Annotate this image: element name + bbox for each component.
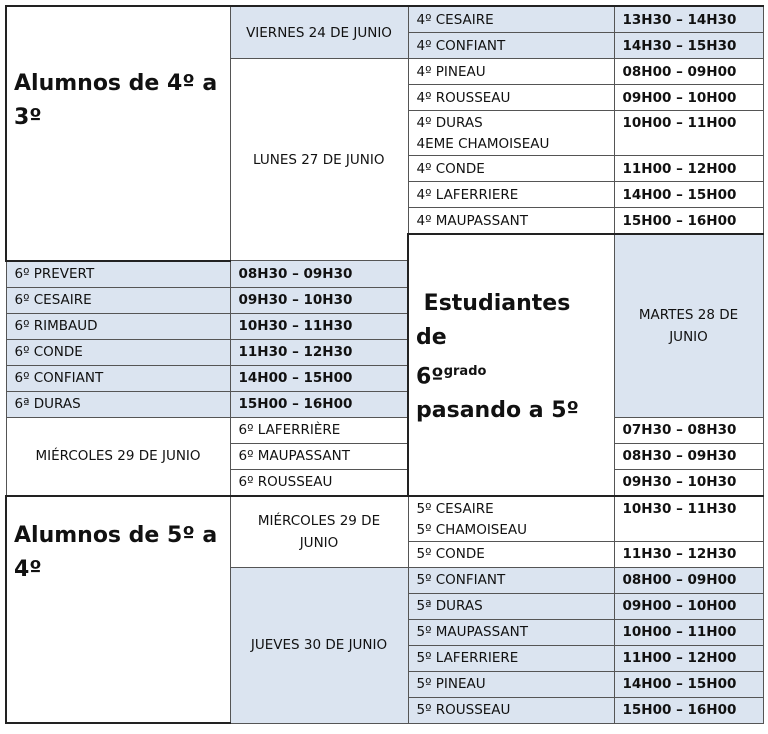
class-line: 5º CESAIRE — [416, 500, 494, 517]
group-label-4-to-3 — [6, 6, 230, 261]
time-cell: 10H30 – 11H30 — [230, 313, 408, 339]
class-cell: 6º CONFIANT — [6, 365, 230, 391]
group-label-line: Estudiantes de — [416, 291, 571, 350]
class-line: 4º DURAS — [416, 115, 483, 131]
time-cell: 10H30 – 11H30 — [614, 496, 763, 542]
date-cell: MIÉRCOLES 29 DE JUNIO — [6, 417, 230, 496]
date-cell: JUEVES 30 DE JUNIO — [230, 567, 408, 723]
date-cell: MIÉRCOLES 29 DE JUNIO — [230, 496, 408, 568]
class-line: 4EME CHAMOISEAU — [416, 136, 550, 152]
group-label-line: 6º — [416, 364, 444, 390]
time-cell: 09H30 – 10H30 — [230, 287, 408, 313]
time-cell: 08H30 – 09H30 — [614, 443, 763, 469]
time-cell: 08H00 – 09H00 — [614, 59, 763, 85]
time-cell: 09H30 – 10H30 — [614, 469, 763, 496]
group-label-line: 3º — [14, 105, 42, 130]
table-row — [6, 496, 763, 542]
class-cell — [408, 496, 614, 542]
time-cell: 14H00 – 15H00 — [614, 182, 763, 208]
class-cell: 4º ROUSSEAU — [408, 85, 614, 111]
class-cell: 4º PINEAU — [408, 59, 614, 85]
date-cell: MARTES 28 DE JUNIO — [614, 234, 763, 417]
group-label-line: Alumnos de 5º a — [14, 522, 218, 548]
table-row — [6, 417, 763, 443]
group-label-line: Alumnos de 4º a — [14, 71, 218, 96]
class-line: 5º CHAMOISEAU — [416, 521, 528, 538]
class-cell: 5º ROUSSEAU — [408, 697, 614, 723]
time-cell: 11H30 – 12H30 — [230, 339, 408, 365]
time-cell: 09H00 – 10H00 — [614, 85, 763, 111]
time-cell: 10H00 – 11H00 — [614, 111, 763, 156]
time-cell: 10H00 – 11H00 — [614, 619, 763, 645]
time-cell: 15H00 – 16H00 — [230, 391, 408, 417]
group-label-line: 4º — [14, 556, 42, 582]
class-cell: 5º PINEAU — [408, 671, 614, 697]
class-cell: 4º CONFIANT — [408, 33, 614, 59]
group-label-superscript: grado — [443, 364, 487, 379]
time-cell: 11H00 – 12H00 — [614, 645, 763, 671]
date-cell: LUNES 27 DE JUNIO — [230, 59, 408, 261]
time-cell: 08H00 – 09H00 — [614, 567, 763, 593]
time-cell: 11H30 – 12H30 — [614, 541, 763, 567]
class-cell: 6º LAFERRIÈRE — [230, 417, 408, 443]
time-cell: 11H00 – 12H00 — [614, 156, 763, 182]
class-cell: 6º PREVERT — [6, 261, 230, 288]
time-cell: 15H00 – 16H00 — [614, 208, 763, 235]
group-label-line: pasando a 5º — [416, 398, 579, 424]
class-cell: 4º CONDE — [408, 156, 614, 182]
class-cell: 4º MAUPASSANT — [408, 208, 614, 235]
class-cell: 6º CONDE — [6, 339, 230, 365]
class-cell — [408, 111, 614, 156]
class-cell: 5º LAFERRIERE — [408, 645, 614, 671]
time-cell: 14H00 – 15H00 — [614, 671, 763, 697]
class-cell: 4º LAFERRIERE — [408, 182, 614, 208]
time-cell: 14H30 – 15H30 — [614, 33, 763, 59]
table-row — [6, 6, 763, 33]
class-cell: 5º CONFIANT — [408, 567, 614, 593]
class-cell: 6º CESAIRE — [6, 287, 230, 313]
date-cell: VIERNES 24 DE JUNIO — [230, 6, 408, 59]
group-label-6-to-5 — [408, 234, 614, 496]
time-cell: 09H00 – 10H00 — [614, 593, 763, 619]
time-cell: 14H00 – 15H00 — [230, 365, 408, 391]
class-cell: 5º CONDE — [408, 541, 614, 567]
group-label-5-to-4 — [6, 496, 230, 724]
class-cell: 6º MAUPASSANT — [230, 443, 408, 469]
time-cell: 08H30 – 09H30 — [230, 261, 408, 288]
schedule-table — [5, 5, 764, 724]
class-cell: 6º RIMBAUD — [6, 313, 230, 339]
class-cell: 5ª DURAS — [408, 593, 614, 619]
class-cell: 6ª DURAS — [6, 391, 230, 417]
class-cell: 6º ROUSSEAU — [230, 469, 408, 496]
class-cell: 5º MAUPASSANT — [408, 619, 614, 645]
time-cell: 07H30 – 08H30 — [614, 417, 763, 443]
time-cell: 13H30 – 14H30 — [614, 6, 763, 33]
class-cell: 4º CESAIRE — [408, 6, 614, 33]
time-cell: 15H00 – 16H00 — [614, 697, 763, 723]
